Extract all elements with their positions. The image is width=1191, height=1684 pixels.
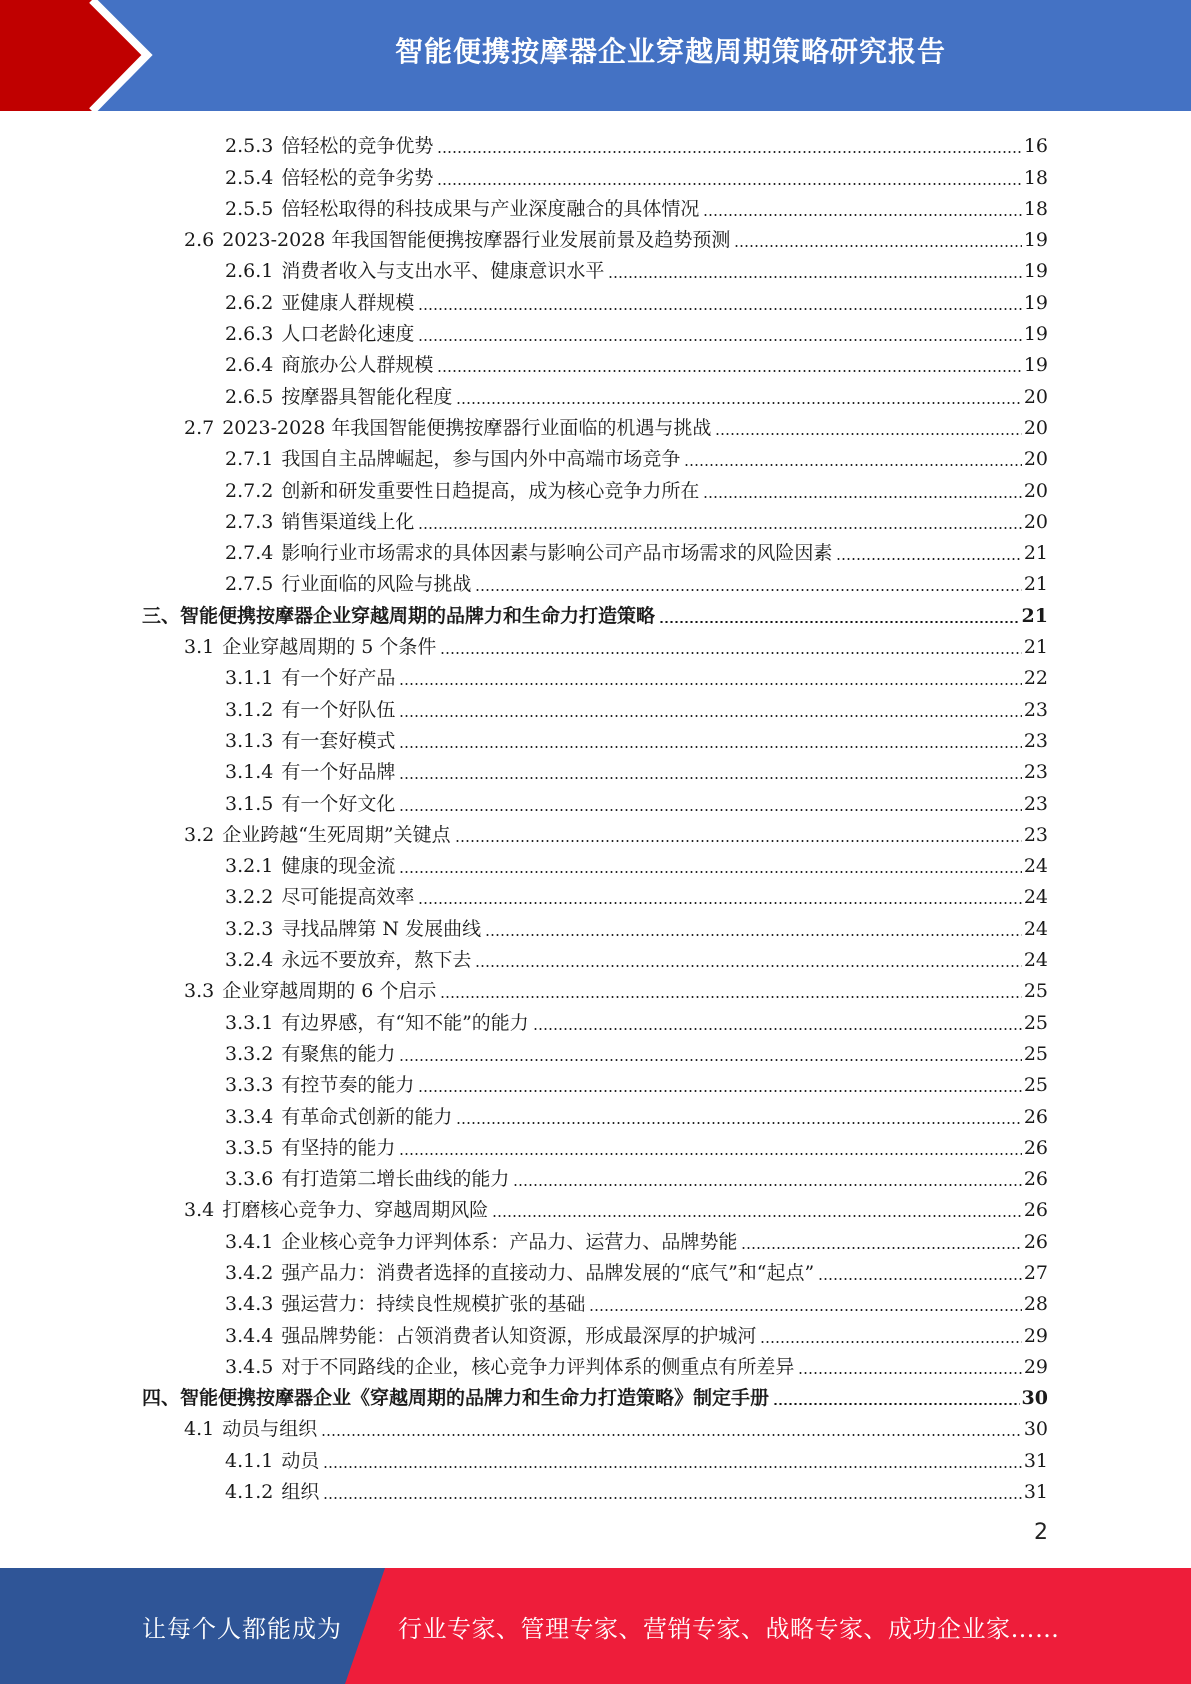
toc-dot-leader	[437, 151, 1021, 153]
toc-dot-leader	[608, 276, 1021, 278]
toc-entry-title: 我国自主品牌崛起，参与国内外中高端市场竞争	[281, 448, 681, 471]
toc-entry[interactable]	[142, 1003, 1048, 1034]
toc-dot-leader	[323, 1466, 1021, 1468]
toc-entry-page: 23	[1023, 792, 1048, 815]
toc-entry-number: 3.2.1	[225, 855, 274, 878]
toc-entry-title: 有革命式创新的能力	[281, 1105, 453, 1128]
toc-dot-leader	[399, 746, 1021, 748]
toc-entry-number: 3.3.5	[225, 1136, 274, 1159]
toc-entry-number: 2.6.1	[225, 260, 274, 283]
footer-slogan-left: 让每个人都能成为	[142, 1614, 342, 1643]
toc-dot-leader	[440, 652, 1021, 654]
toc-dot-leader	[456, 402, 1021, 404]
toc-dot-leader	[485, 934, 1022, 936]
toc-entry-page: 21	[1023, 573, 1048, 596]
toc-entry-number: 3.3.4	[225, 1105, 274, 1128]
toc-entry-number: 3.1.1	[225, 667, 274, 690]
toc-entry-page: 26	[1023, 1230, 1048, 1253]
toc-entry[interactable]	[142, 722, 1048, 753]
toc-entry-title: 亚健康人群规模	[281, 291, 415, 314]
toc-dot-leader	[734, 245, 1021, 247]
toc-entry-page: 19	[1023, 354, 1048, 377]
toc-entry-title: 有聚焦的能力	[281, 1042, 396, 1065]
toc-entry-title: 企业核心竞争力评判体系：产品力、运营力、品牌势能	[281, 1230, 738, 1253]
toc-entry-title: 有一个好产品	[281, 667, 396, 690]
toc-dot-leader	[418, 1090, 1021, 1092]
toc-entry-number: 3.4.5	[225, 1355, 274, 1378]
toc-dot-leader	[399, 1153, 1021, 1155]
toc-entry-title: 智能便携按摩器企业穿越周期的品牌力和生命力打造策略	[180, 604, 656, 627]
toc-entry[interactable]	[142, 377, 1048, 408]
toc-dot-leader	[492, 1215, 1022, 1217]
toc-entry-title: 倍轻松的竞争劣势	[281, 166, 434, 189]
toc-dot-leader	[513, 1184, 1021, 1186]
toc-entry-title: 消费者收入与支出水平、健康意识水平	[281, 260, 605, 283]
toc-entry-number: 2.6.2	[225, 291, 274, 314]
toc-entry-number: 3.1	[184, 636, 215, 659]
toc-dot-leader	[589, 1309, 1021, 1311]
toc-dot-leader	[399, 809, 1021, 811]
toc-entry-number: 四、	[142, 1387, 181, 1410]
toc-entry-title: 行业面临的风险与挑战	[281, 573, 472, 596]
toc-entry[interactable]	[142, 503, 1048, 534]
toc-entry[interactable]	[142, 1129, 1048, 1160]
toc-dot-leader	[715, 433, 1021, 435]
toc-entry-title: 按摩器具智能化程度	[281, 385, 453, 408]
toc-dot-leader	[818, 1278, 1022, 1280]
toc-entry-page: 26	[1023, 1136, 1048, 1159]
toc-entry-page: 22	[1023, 667, 1048, 690]
toc-dot-leader	[399, 683, 1021, 685]
toc-dot-leader	[659, 621, 1020, 623]
toc-entry-number: 4.1.2	[225, 1481, 274, 1504]
toc-entry-page: 20	[1023, 479, 1048, 502]
toc-entry-page: 21	[1023, 542, 1048, 565]
toc-entry-number: 2.6.5	[225, 385, 274, 408]
toc-entry-number: 3.1.2	[225, 698, 274, 721]
toc-entry-page: 21	[1023, 636, 1048, 659]
toc-entry-page: 31	[1023, 1449, 1048, 1472]
toc-entry[interactable]	[142, 1316, 1048, 1347]
toc-entry-page: 23	[1023, 729, 1048, 752]
toc-dot-leader	[703, 496, 1021, 498]
toc-dot-leader	[741, 1247, 1021, 1249]
toc-entry-number: 2.5.5	[225, 197, 274, 220]
toc-entry-page: 20	[1023, 448, 1048, 471]
toc-entry[interactable]	[142, 221, 1048, 252]
page-header	[0, 0, 1191, 111]
header-title: 智能便携按摩器企业穿越周期策略研究报告	[394, 35, 946, 68]
toc-entry-number: 3.3.6	[225, 1168, 274, 1191]
toc-entry-page: 21	[1021, 604, 1048, 627]
toc-dot-leader	[773, 1403, 1020, 1405]
toc-entry-page: 25	[1023, 1011, 1048, 1034]
toc-entry-title: 商旅办公人群规模	[281, 354, 434, 377]
toc-entry-number: 2.6.3	[225, 323, 274, 346]
toc-entry-number: 3.4.2	[225, 1261, 274, 1284]
toc-entry-number: 2.6	[184, 229, 215, 252]
toc-entry-page: 19	[1023, 291, 1048, 314]
toc-dot-leader	[437, 370, 1021, 372]
toc-entry[interactable]	[142, 1379, 1048, 1410]
toc-entry-title: 销售渠道线上化	[281, 510, 415, 533]
toc-entry-title: 有一套好模式	[281, 729, 396, 752]
toc-entry-number: 2.5.3	[225, 135, 274, 158]
toc-entry-page: 19	[1023, 323, 1048, 346]
toc-entry-title: 智能便携按摩器企业《穿越周期的品牌力和生命力打造策略》制定手册	[180, 1387, 770, 1410]
toc-dot-leader	[703, 214, 1021, 216]
toc-entry-number: 3.2.2	[225, 886, 274, 909]
page-footer	[0, 1568, 1191, 1684]
toc-entry-page: 19	[1023, 229, 1048, 252]
toc-entry-title: 对于不同路线的企业，核心竞争力评判体系的侧重点有所差异	[281, 1355, 795, 1378]
toc-dot-leader	[456, 1122, 1021, 1124]
toc-entry[interactable]	[142, 1097, 1048, 1128]
toc-entry-number: 3.1.5	[225, 792, 274, 815]
table-of-contents	[142, 127, 1048, 1504]
toc-entry[interactable]	[142, 471, 1048, 502]
toc-entry[interactable]	[142, 1410, 1048, 1441]
toc-dot-leader	[418, 902, 1021, 904]
toc-dot-leader	[321, 1434, 1022, 1436]
toc-entry-page: 24	[1023, 855, 1048, 878]
toc-entry-title: 企业穿越周期的 6 个启示	[222, 980, 437, 1003]
toc-entry[interactable]	[142, 565, 1048, 596]
toc-entry-number: 3.4.4	[225, 1324, 274, 1347]
toc-entry[interactable]	[142, 534, 1048, 565]
toc-entry-page: 29	[1023, 1355, 1048, 1378]
toc-entry[interactable]	[142, 1254, 1048, 1285]
toc-entry[interactable]	[142, 127, 1048, 158]
toc-entry-page: 24	[1023, 917, 1048, 940]
toc-entry-number: 三、	[142, 604, 181, 627]
toc-entry[interactable]	[142, 409, 1048, 440]
toc-entry-page: 29	[1023, 1324, 1048, 1347]
toc-entry-title: 企业穿越周期的 5 个条件	[222, 636, 437, 659]
toc-entry-page: 25	[1023, 1042, 1048, 1065]
toc-entry-title: 强产品力：消费者选择的直接动力、品牌发展的“底气”和“起点”	[281, 1261, 815, 1284]
toc-entry-title: 倍轻松取得的科技成果与产业深度融合的具体情况	[281, 197, 700, 220]
toc-dot-leader	[418, 308, 1021, 310]
toc-entry-page: 26	[1023, 1105, 1048, 1128]
toc-entry-title: 有坚持的能力	[281, 1136, 396, 1159]
toc-dot-leader	[437, 183, 1021, 185]
toc-dot-leader	[323, 1497, 1021, 1499]
toc-entry-title: 有控节奏的能力	[281, 1074, 415, 1097]
toc-entry[interactable]	[142, 784, 1048, 815]
toc-entry-number: 2.7.2	[225, 479, 274, 502]
toc-entry-number: 3.4	[184, 1199, 215, 1222]
toc-entry-title: 强品牌势能：占领消费者认知资源，形成最深厚的护城河	[281, 1324, 757, 1347]
toc-entry-page: 19	[1023, 260, 1048, 283]
toc-entry[interactable]	[142, 628, 1048, 659]
toc-entry-page: 16	[1023, 135, 1048, 158]
toc-entry[interactable]	[142, 190, 1048, 221]
toc-dot-leader	[533, 1028, 1022, 1030]
toc-entry-title: 有打造第二增长曲线的能力	[281, 1168, 510, 1191]
toc-entry-title: 2023-2028 年我国智能便携按摩器行业面临的机遇与挑战	[222, 416, 712, 439]
toc-entry-number: 4.1.1	[225, 1449, 274, 1472]
toc-entry[interactable]	[142, 1441, 1048, 1472]
toc-entry-number: 2.7.3	[225, 510, 274, 533]
toc-entry[interactable]	[142, 847, 1048, 878]
toc-entry[interactable]	[142, 283, 1048, 314]
toc-dot-leader	[836, 558, 1021, 560]
toc-entry[interactable]	[142, 252, 1048, 283]
toc-entry-page: 27	[1023, 1261, 1048, 1284]
toc-entry[interactable]	[142, 753, 1048, 784]
toc-dot-leader	[760, 1341, 1021, 1343]
toc-dot-leader	[399, 871, 1021, 873]
toc-entry[interactable]	[142, 659, 1048, 690]
toc-entry-title: 有边界感，有“知不能”的能力	[281, 1011, 529, 1034]
toc-entry[interactable]	[142, 315, 1048, 346]
toc-entry-number: 3.2.4	[225, 949, 274, 972]
toc-dot-leader	[399, 715, 1021, 717]
toc-entry-title: 影响行业市场需求的具体因素与影响公司产品市场需求的风险因素	[281, 542, 833, 565]
toc-entry-page: 18	[1023, 166, 1048, 189]
toc-entry-number: 2.7.4	[225, 542, 274, 565]
toc-dot-leader	[418, 527, 1021, 529]
toc-entry-number: 3.4.1	[225, 1230, 274, 1253]
toc-entry-page: 23	[1023, 761, 1048, 784]
toc-entry-title: 倍轻松的竞争优势	[281, 135, 434, 158]
toc-entry-page: 28	[1023, 1293, 1048, 1316]
toc-entry-number: 2.6.4	[225, 354, 274, 377]
toc-entry-page: 23	[1023, 698, 1048, 721]
toc-entry-title: 动员	[281, 1449, 320, 1472]
toc-entry-number: 3.1.3	[225, 729, 274, 752]
toc-entry[interactable]	[142, 972, 1048, 1003]
toc-dot-leader	[455, 840, 1022, 842]
toc-entry-title: 组织	[281, 1481, 320, 1504]
toc-entry[interactable]	[142, 1191, 1048, 1222]
footer-slogan-right: 行业专家、管理专家、营销专家、战略专家、成功企业家……	[398, 1614, 1060, 1643]
toc-entry[interactable]	[142, 1066, 1048, 1097]
toc-entry[interactable]	[142, 346, 1048, 377]
toc-entry-title: 打磨核心竞争力、穿越周期风险	[222, 1199, 489, 1222]
toc-dot-leader	[440, 996, 1021, 998]
toc-entry-page: 30	[1021, 1387, 1048, 1410]
toc-entry[interactable]	[142, 1285, 1048, 1316]
toc-entry[interactable]	[142, 1035, 1048, 1066]
toc-entry-title: 有一个好队伍	[281, 698, 396, 721]
toc-entry-page: 20	[1023, 416, 1048, 439]
toc-entry-page: 20	[1023, 385, 1048, 408]
toc-entry-number: 3.3.1	[225, 1011, 274, 1034]
toc-entry-title: 永远不要放弃，熬下去	[281, 949, 472, 972]
toc-entry-page: 25	[1023, 980, 1048, 1003]
toc-entry-page: 20	[1023, 510, 1048, 533]
toc-entry[interactable]	[142, 690, 1048, 721]
toc-entry[interactable]	[142, 878, 1048, 909]
toc-entry-page: 24	[1023, 949, 1048, 972]
toc-entry-number: 4.1	[184, 1418, 215, 1441]
toc-entry[interactable]	[142, 440, 1048, 471]
toc-entry-number: 3.3	[184, 980, 215, 1003]
toc-entry-number: 3.2	[184, 823, 215, 846]
toc-entry-page: 18	[1023, 197, 1048, 220]
toc-entry[interactable]	[142, 596, 1048, 627]
toc-dot-leader	[418, 339, 1021, 341]
toc-entry-page: 30	[1023, 1418, 1048, 1441]
toc-entry-page: 23	[1023, 823, 1048, 846]
toc-entry-title: 强运营力：持续良性规模扩张的基础	[281, 1293, 586, 1316]
toc-entry[interactable]	[142, 1348, 1048, 1379]
toc-dot-leader	[475, 589, 1021, 591]
toc-entry-title: 创新和研发重要性日趋提高，成为核心竞争力所在	[281, 479, 700, 502]
toc-entry-page: 26	[1023, 1168, 1048, 1191]
toc-entry-title: 动员与组织	[222, 1418, 318, 1441]
toc-entry-title: 寻找品牌第 N 发展曲线	[281, 917, 482, 940]
toc-entry[interactable]	[142, 1473, 1048, 1504]
toc-entry-page: 26	[1023, 1199, 1048, 1222]
toc-entry-title: 尽可能提高效率	[281, 886, 415, 909]
toc-entry[interactable]	[142, 941, 1048, 972]
toc-entry-page: 31	[1023, 1481, 1048, 1504]
toc-entry[interactable]	[142, 816, 1048, 847]
toc-entry-page: 24	[1023, 886, 1048, 909]
toc-entry-number: 2.7.1	[225, 448, 274, 471]
toc-entry[interactable]	[142, 909, 1048, 940]
toc-entry-number: 3.3.2	[225, 1042, 274, 1065]
toc-entry-title: 企业跨越“生死周期”关键点	[222, 823, 451, 846]
toc-entry[interactable]	[142, 158, 1048, 189]
toc-entry-number: 2.7	[184, 416, 215, 439]
toc-entry-number: 3.2.3	[225, 917, 274, 940]
toc-entry-number: 3.1.4	[225, 761, 274, 784]
toc-entry[interactable]	[142, 1160, 1048, 1191]
toc-entry-title: 有一个好品牌	[281, 761, 396, 784]
toc-entry-title: 人口老龄化速度	[281, 323, 415, 346]
toc-dot-leader	[684, 464, 1021, 466]
page-number: 2	[1034, 1520, 1048, 1545]
toc-entry[interactable]	[142, 1222, 1048, 1253]
toc-entry-title: 2023-2028 年我国智能便携按摩器行业发展前景及趋势预测	[222, 229, 731, 252]
toc-entry-title: 健康的现金流	[281, 855, 396, 878]
toc-entry-number: 2.7.5	[225, 573, 274, 596]
toc-entry-title: 有一个好文化	[281, 792, 396, 815]
toc-entry-number: 2.5.4	[225, 166, 274, 189]
toc-dot-leader	[798, 1372, 1021, 1374]
toc-dot-leader	[399, 777, 1021, 779]
toc-entry-page: 25	[1023, 1074, 1048, 1097]
toc-dot-leader	[399, 1059, 1021, 1061]
toc-entry-number: 3.3.3	[225, 1074, 274, 1097]
toc-entry-number: 3.4.3	[225, 1293, 274, 1316]
toc-dot-leader	[475, 965, 1021, 967]
